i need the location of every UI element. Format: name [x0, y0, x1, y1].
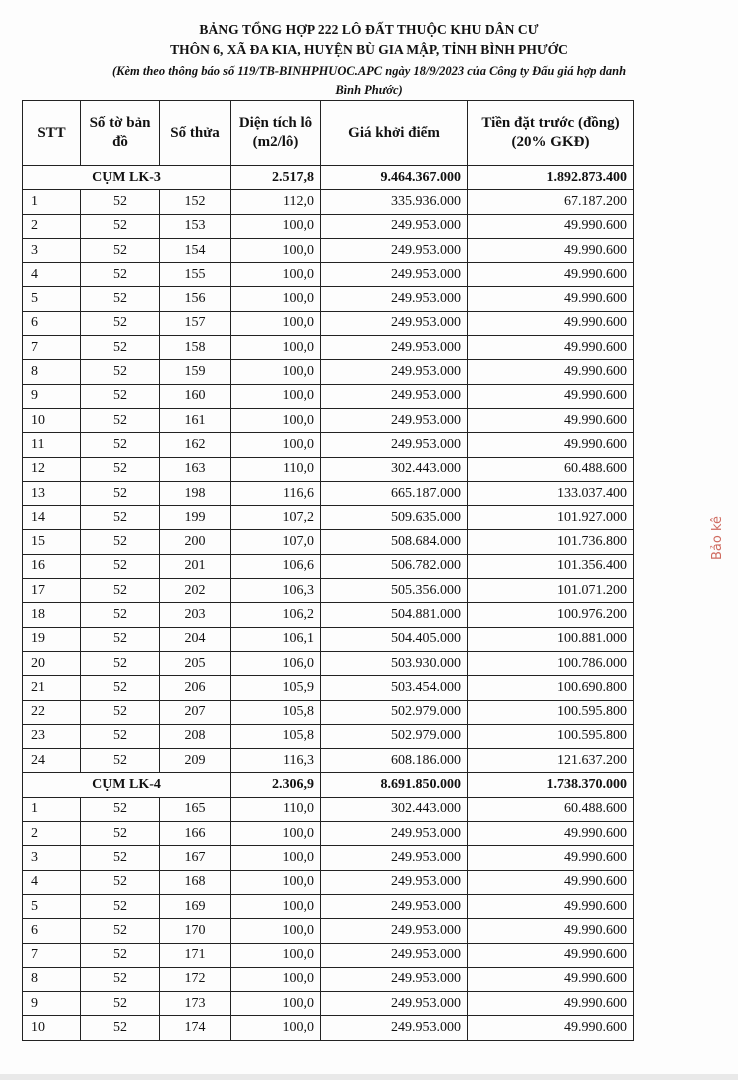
cell-stt: 19 — [23, 627, 81, 651]
cell-area: 110,0 — [231, 457, 321, 481]
document-reference: (Kèm theo thông báo số 119/TB-BINHPHUOC.APC ngày 18/9/2023 của Công ty Đấu giá hợp danh — [111, 64, 627, 78]
table-row — [23, 554, 634, 578]
cell-map-sheet: 52 — [81, 797, 160, 821]
cell-deposit: 101.927.000 — [468, 506, 634, 530]
cell-stt: 4 — [23, 263, 81, 287]
table-row — [23, 627, 634, 651]
cell-area: 106,1 — [231, 627, 321, 651]
cell-area: 106,6 — [231, 554, 321, 578]
col-header-deposit: Tiền đặt trước (đồng) (20% GKĐ) — [468, 101, 634, 166]
cell-plot-number: 159 — [160, 360, 231, 384]
table-row — [23, 238, 634, 262]
cell-deposit: 49.990.600 — [468, 263, 634, 287]
cell-area: 110,0 — [231, 797, 321, 821]
cell-plot-number: 161 — [160, 408, 231, 432]
cell-start-price: 249.953.000 — [321, 870, 468, 894]
cell-stt: 6 — [23, 919, 81, 943]
cell-deposit: 49.990.600 — [468, 384, 634, 408]
cell-deposit: 100.976.200 — [468, 603, 634, 627]
cell-area: 106,0 — [231, 651, 321, 675]
cell-start-price: 249.953.000 — [321, 967, 468, 991]
cell-map-sheet: 52 — [81, 530, 160, 554]
cell-start-price: 249.953.000 — [321, 311, 468, 335]
table-row — [23, 797, 634, 821]
table-row — [23, 481, 634, 505]
cell-deposit: 49.990.600 — [468, 822, 634, 846]
cell-start-price: 249.953.000 — [321, 943, 468, 967]
cell-deposit: 100.690.800 — [468, 676, 634, 700]
cell-deposit: 49.990.600 — [468, 967, 634, 991]
cell-map-sheet: 52 — [81, 336, 160, 360]
cell-deposit: 49.990.600 — [468, 214, 634, 238]
cell-map-sheet: 52 — [81, 481, 160, 505]
cell-area: 100,0 — [231, 919, 321, 943]
cell-start-price: 249.953.000 — [321, 214, 468, 238]
cell-stt: 5 — [23, 287, 81, 311]
cell-area: 100,0 — [231, 870, 321, 894]
cell-map-sheet: 52 — [81, 919, 160, 943]
table-row — [23, 263, 634, 287]
cell-plot-number: 206 — [160, 676, 231, 700]
cell-deposit: 100.881.000 — [468, 627, 634, 651]
table-row — [23, 214, 634, 238]
cell-start-price: 503.930.000 — [321, 651, 468, 675]
table-row — [23, 846, 634, 870]
cell-map-sheet: 52 — [81, 967, 160, 991]
group-deposit-total: 1.892.873.400 — [468, 166, 634, 190]
cell-deposit: 49.990.600 — [468, 238, 634, 262]
col-header-plot-number: Số thửa — [160, 101, 231, 166]
cell-map-sheet: 52 — [81, 749, 160, 773]
table-header — [23, 101, 634, 166]
document-title: BẢNG TỔNG HỢP 222 LÔ ĐẤT THUỘC KHU DÂN CƯ — [199, 22, 539, 37]
cell-start-price: 506.782.000 — [321, 554, 468, 578]
cell-map-sheet: 52 — [81, 554, 160, 578]
cell-start-price: 504.405.000 — [321, 627, 468, 651]
group-name: CỤM LK-4 — [23, 773, 231, 797]
group-row — [23, 773, 634, 797]
cell-stt: 2 — [23, 822, 81, 846]
cell-deposit: 49.990.600 — [468, 870, 634, 894]
cell-map-sheet: 52 — [81, 651, 160, 675]
cell-area: 105,8 — [231, 700, 321, 724]
table-row — [23, 190, 634, 214]
group-area-total: 2.517,8 — [231, 166, 321, 190]
group-row — [23, 166, 634, 190]
cell-stt: 7 — [23, 943, 81, 967]
cell-start-price: 302.443.000 — [321, 797, 468, 821]
cell-map-sheet: 52 — [81, 894, 160, 918]
cell-deposit: 67.187.200 — [468, 190, 634, 214]
cell-deposit: 49.990.600 — [468, 311, 634, 335]
cell-plot-number: 166 — [160, 822, 231, 846]
table-row — [23, 311, 634, 335]
cell-stt: 20 — [23, 651, 81, 675]
cell-map-sheet: 52 — [81, 676, 160, 700]
cell-area: 116,6 — [231, 481, 321, 505]
cell-deposit: 101.736.800 — [468, 530, 634, 554]
cell-area: 100,0 — [231, 336, 321, 360]
table-row — [23, 457, 634, 481]
cell-stt: 5 — [23, 894, 81, 918]
cell-plot-number: 173 — [160, 992, 231, 1016]
cell-map-sheet: 52 — [81, 506, 160, 530]
cell-stt: 14 — [23, 506, 81, 530]
cell-deposit: 60.488.600 — [468, 457, 634, 481]
cell-plot-number: 156 — [160, 287, 231, 311]
cell-deposit: 49.990.600 — [468, 287, 634, 311]
cell-plot-number: 155 — [160, 263, 231, 287]
cell-area: 100,0 — [231, 433, 321, 457]
table-row — [23, 967, 634, 991]
cell-area: 100,0 — [231, 943, 321, 967]
cell-map-sheet: 52 — [81, 1016, 160, 1040]
cell-stt: 3 — [23, 238, 81, 262]
cell-stt: 9 — [23, 992, 81, 1016]
cell-map-sheet: 52 — [81, 311, 160, 335]
cell-stt: 9 — [23, 384, 81, 408]
table-row — [23, 336, 634, 360]
cell-start-price: 502.979.000 — [321, 724, 468, 748]
cell-area: 100,0 — [231, 408, 321, 432]
document-reference-cont: Bình Phước) — [335, 83, 403, 97]
cell-stt: 23 — [23, 724, 81, 748]
cell-map-sheet: 52 — [81, 190, 160, 214]
cell-plot-number: 171 — [160, 943, 231, 967]
cell-stt: 18 — [23, 603, 81, 627]
cell-start-price: 665.187.000 — [321, 481, 468, 505]
cell-area: 100,0 — [231, 992, 321, 1016]
group-name: CỤM LK-3 — [23, 166, 231, 190]
table-row — [23, 1016, 634, 1040]
cell-deposit: 49.990.600 — [468, 360, 634, 384]
cell-start-price: 249.953.000 — [321, 1016, 468, 1040]
table-row — [23, 384, 634, 408]
cell-stt: 13 — [23, 481, 81, 505]
cell-plot-number: 204 — [160, 627, 231, 651]
cell-stt: 17 — [23, 579, 81, 603]
table-row — [23, 894, 634, 918]
cell-plot-number: 205 — [160, 651, 231, 675]
cell-map-sheet: 52 — [81, 579, 160, 603]
cell-plot-number: 198 — [160, 481, 231, 505]
cell-area: 107,2 — [231, 506, 321, 530]
table-row — [23, 433, 634, 457]
cell-area: 106,2 — [231, 603, 321, 627]
cell-deposit: 133.037.400 — [468, 481, 634, 505]
table-row — [23, 822, 634, 846]
cell-deposit: 49.990.600 — [468, 992, 634, 1016]
table-row — [23, 579, 634, 603]
cell-start-price: 502.979.000 — [321, 700, 468, 724]
cell-start-price: 249.953.000 — [321, 384, 468, 408]
cell-area: 100,0 — [231, 311, 321, 335]
cell-stt: 3 — [23, 846, 81, 870]
cell-deposit: 100.786.000 — [468, 651, 634, 675]
cell-map-sheet: 52 — [81, 238, 160, 262]
cell-area: 100,0 — [231, 1016, 321, 1040]
cell-area: 100,0 — [231, 384, 321, 408]
cell-area: 106,3 — [231, 579, 321, 603]
cell-plot-number: 157 — [160, 311, 231, 335]
cell-plot-number: 207 — [160, 700, 231, 724]
table-row — [23, 506, 634, 530]
page-bottom-edge — [0, 1074, 738, 1080]
table-row — [23, 992, 634, 1016]
cell-deposit: 100.595.800 — [468, 724, 634, 748]
table-row — [23, 408, 634, 432]
cell-stt: 12 — [23, 457, 81, 481]
cell-deposit: 49.990.600 — [468, 336, 634, 360]
cell-deposit: 101.356.400 — [468, 554, 634, 578]
table-row — [23, 287, 634, 311]
table-row — [23, 919, 634, 943]
cell-stt: 8 — [23, 967, 81, 991]
table-row — [23, 360, 634, 384]
cell-start-price: 249.953.000 — [321, 433, 468, 457]
cell-map-sheet: 52 — [81, 700, 160, 724]
table-row — [23, 870, 634, 894]
cell-stt: 15 — [23, 530, 81, 554]
cell-area: 100,0 — [231, 822, 321, 846]
cell-plot-number: 167 — [160, 846, 231, 870]
cell-area: 116,3 — [231, 749, 321, 773]
cell-stt: 10 — [23, 1016, 81, 1040]
cell-map-sheet: 52 — [81, 627, 160, 651]
cell-area: 100,0 — [231, 238, 321, 262]
cell-map-sheet: 52 — [81, 870, 160, 894]
cell-deposit: 49.990.600 — [468, 433, 634, 457]
cell-map-sheet: 52 — [81, 287, 160, 311]
cell-map-sheet: 52 — [81, 263, 160, 287]
cell-start-price: 249.953.000 — [321, 846, 468, 870]
cell-area: 100,0 — [231, 214, 321, 238]
cell-area: 100,0 — [231, 894, 321, 918]
cell-plot-number: 202 — [160, 579, 231, 603]
cell-stt: 11 — [23, 433, 81, 457]
cell-deposit: 49.990.600 — [468, 846, 634, 870]
cell-start-price: 503.454.000 — [321, 676, 468, 700]
col-header-map-sheet: Số tờ bản đồ — [81, 101, 160, 166]
cell-plot-number: 162 — [160, 433, 231, 457]
cell-start-price: 249.953.000 — [321, 822, 468, 846]
cell-plot-number: 158 — [160, 336, 231, 360]
cell-stt: 24 — [23, 749, 81, 773]
table-row — [23, 530, 634, 554]
cell-plot-number: 153 — [160, 214, 231, 238]
cell-start-price: 249.953.000 — [321, 238, 468, 262]
group-area-total: 2.306,9 — [231, 773, 321, 797]
table-row — [23, 651, 634, 675]
cell-start-price: 608.186.000 — [321, 749, 468, 773]
cell-stt: 16 — [23, 554, 81, 578]
cell-map-sheet: 52 — [81, 846, 160, 870]
col-header-stt: STT — [23, 101, 81, 166]
cell-plot-number: 208 — [160, 724, 231, 748]
cell-deposit: 100.595.800 — [468, 700, 634, 724]
cell-start-price: 249.953.000 — [321, 336, 468, 360]
cell-start-price: 249.953.000 — [321, 287, 468, 311]
cell-map-sheet: 52 — [81, 822, 160, 846]
cell-stt: 6 — [23, 311, 81, 335]
cell-deposit: 49.990.600 — [468, 894, 634, 918]
cell-map-sheet: 52 — [81, 603, 160, 627]
cell-stt: 7 — [23, 336, 81, 360]
cell-plot-number: 168 — [160, 870, 231, 894]
margin-handwriting: Bảo kê — [710, 515, 725, 560]
cell-stt: 21 — [23, 676, 81, 700]
cell-plot-number: 174 — [160, 1016, 231, 1040]
cell-area: 100,0 — [231, 287, 321, 311]
cell-deposit: 101.071.200 — [468, 579, 634, 603]
cell-start-price: 249.953.000 — [321, 408, 468, 432]
group-start-price-total: 9.464.367.000 — [321, 166, 468, 190]
cell-deposit: 49.990.600 — [468, 943, 634, 967]
cell-area: 105,8 — [231, 724, 321, 748]
cell-map-sheet: 52 — [81, 724, 160, 748]
cell-deposit: 49.990.600 — [468, 919, 634, 943]
cell-plot-number: 169 — [160, 894, 231, 918]
land-lot-table — [22, 100, 634, 1041]
cell-plot-number: 199 — [160, 506, 231, 530]
cell-stt: 8 — [23, 360, 81, 384]
cell-plot-number: 170 — [160, 919, 231, 943]
cell-area: 100,0 — [231, 967, 321, 991]
cell-start-price: 508.684.000 — [321, 530, 468, 554]
cell-map-sheet: 52 — [81, 214, 160, 238]
cell-area: 100,0 — [231, 263, 321, 287]
cell-stt: 1 — [23, 190, 81, 214]
table-row — [23, 749, 634, 773]
col-header-area: Diện tích lô (m2/lô) — [231, 101, 321, 166]
cell-deposit: 49.990.600 — [468, 1016, 634, 1040]
cell-map-sheet: 52 — [81, 408, 160, 432]
table-row — [23, 676, 634, 700]
cell-start-price: 335.936.000 — [321, 190, 468, 214]
cell-plot-number: 160 — [160, 384, 231, 408]
document-subtitle: THÔN 6, XÃ ĐA KIA, HUYỆN BÙ GIA MẬP, TỈNH BÌNH PHƯỚC — [170, 42, 568, 57]
cell-map-sheet: 52 — [81, 943, 160, 967]
cell-deposit: 121.637.200 — [468, 749, 634, 773]
cell-start-price: 249.953.000 — [321, 894, 468, 918]
cell-start-price: 249.953.000 — [321, 360, 468, 384]
cell-start-price: 302.443.000 — [321, 457, 468, 481]
table-row — [23, 700, 634, 724]
group-start-price-total: 8.691.850.000 — [321, 773, 468, 797]
group-deposit-total: 1.738.370.000 — [468, 773, 634, 797]
cell-plot-number: 203 — [160, 603, 231, 627]
cell-stt: 10 — [23, 408, 81, 432]
cell-start-price: 504.881.000 — [321, 603, 468, 627]
cell-stt: 4 — [23, 870, 81, 894]
cell-map-sheet: 52 — [81, 384, 160, 408]
cell-area: 100,0 — [231, 846, 321, 870]
cell-area: 107,0 — [231, 530, 321, 554]
cell-start-price: 249.953.000 — [321, 992, 468, 1016]
cell-plot-number: 172 — [160, 967, 231, 991]
cell-start-price: 509.635.000 — [321, 506, 468, 530]
cell-start-price: 249.953.000 — [321, 919, 468, 943]
cell-map-sheet: 52 — [81, 360, 160, 384]
cell-start-price: 505.356.000 — [321, 579, 468, 603]
cell-map-sheet: 52 — [81, 457, 160, 481]
cell-deposit: 49.990.600 — [468, 408, 634, 432]
cell-plot-number: 154 — [160, 238, 231, 262]
cell-start-price: 249.953.000 — [321, 263, 468, 287]
cell-plot-number: 152 — [160, 190, 231, 214]
col-header-start-price: Giá khởi điểm — [321, 101, 468, 166]
cell-map-sheet: 52 — [81, 992, 160, 1016]
cell-deposit: 60.488.600 — [468, 797, 634, 821]
cell-stt: 1 — [23, 797, 81, 821]
cell-plot-number: 165 — [160, 797, 231, 821]
cell-plot-number: 200 — [160, 530, 231, 554]
cell-plot-number: 201 — [160, 554, 231, 578]
cell-plot-number: 163 — [160, 457, 231, 481]
table-row — [23, 603, 634, 627]
table-row — [23, 724, 634, 748]
cell-area: 105,9 — [231, 676, 321, 700]
cell-map-sheet: 52 — [81, 433, 160, 457]
cell-area: 100,0 — [231, 360, 321, 384]
cell-stt: 2 — [23, 214, 81, 238]
cell-area: 112,0 — [231, 190, 321, 214]
table-body — [23, 166, 634, 1041]
cell-plot-number: 209 — [160, 749, 231, 773]
table-row — [23, 943, 634, 967]
cell-stt: 22 — [23, 700, 81, 724]
